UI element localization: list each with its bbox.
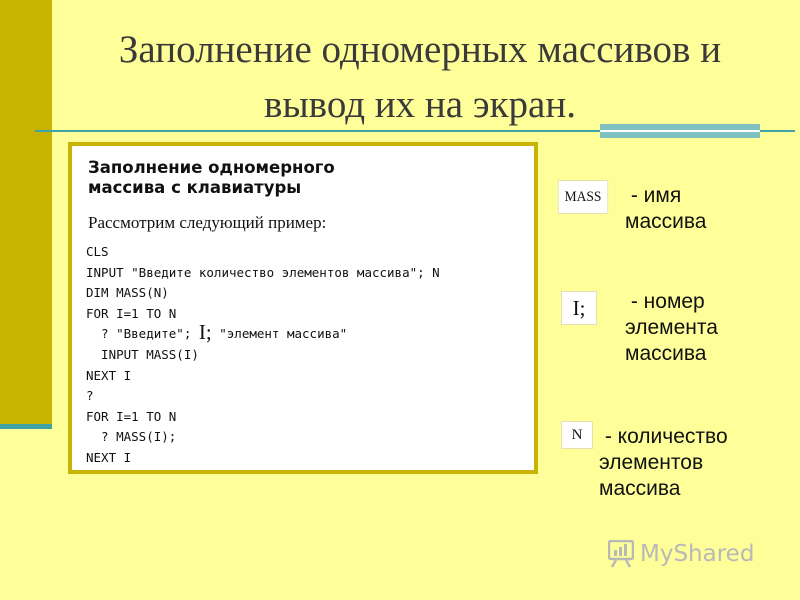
code-line: NEXT I <box>86 449 132 465</box>
myshared-watermark <box>608 540 754 568</box>
legend-text: элементов <box>599 451 704 474</box>
slide-title-line-2: вывод их на экран. <box>264 83 576 126</box>
legend-text: массива <box>625 342 707 365</box>
code-line: INPUT "Введите количество элементов массива"; N <box>86 264 440 280</box>
legend-text: массива <box>625 210 707 233</box>
legend-text: массива <box>599 477 681 500</box>
legend-text: - количество <box>599 425 728 448</box>
code-line-variable: I; <box>198 320 212 345</box>
slide-title <box>60 22 780 132</box>
code-line: NEXT I <box>86 367 132 383</box>
n-badge: N <box>561 421 593 449</box>
mass-badge: MASS <box>558 180 608 214</box>
code-listing <box>86 242 440 469</box>
code-line: FOR I=1 TO N <box>86 305 177 321</box>
code-example-box <box>68 142 538 474</box>
code-line: INPUT MASS(I) <box>86 346 199 362</box>
legend-text: - имя <box>625 184 682 207</box>
code-line-part: "элемент массива" <box>211 326 348 342</box>
myshared-logo-text: MyShared <box>640 541 755 567</box>
legend-text: - номер <box>625 290 705 313</box>
legend-count <box>599 424 728 502</box>
code-line-print-prompt <box>86 320 440 345</box>
legend-text: элемента <box>625 316 718 339</box>
legend-index <box>625 289 718 367</box>
code-box-heading-line-2: массива с клавиатуры <box>88 178 302 197</box>
left-accent-bar-foot <box>0 424 52 429</box>
code-line: DIM MASS(N) <box>86 285 169 301</box>
slide-title-line-1: Заполнение одномерных массивов и <box>118 28 722 71</box>
code-line: ? MASS(I); <box>86 429 177 445</box>
code-line: ? <box>86 388 94 404</box>
left-accent-bar <box>0 0 52 428</box>
code-box-heading-line-1: Заполнение одномерного <box>88 158 335 177</box>
code-line-part: ? "Введите"; <box>86 326 192 342</box>
title-divider-block <box>600 124 760 138</box>
i-badge: I; <box>561 291 597 325</box>
myshared-logo-icon <box>608 540 634 568</box>
legend-mass <box>625 183 706 235</box>
code-line: FOR I=1 TO N <box>86 408 177 424</box>
code-line: CLS <box>86 244 109 259</box>
code-box-intro: Рассмотрим следующий пример: <box>88 213 327 232</box>
code-box-heading <box>88 158 335 198</box>
